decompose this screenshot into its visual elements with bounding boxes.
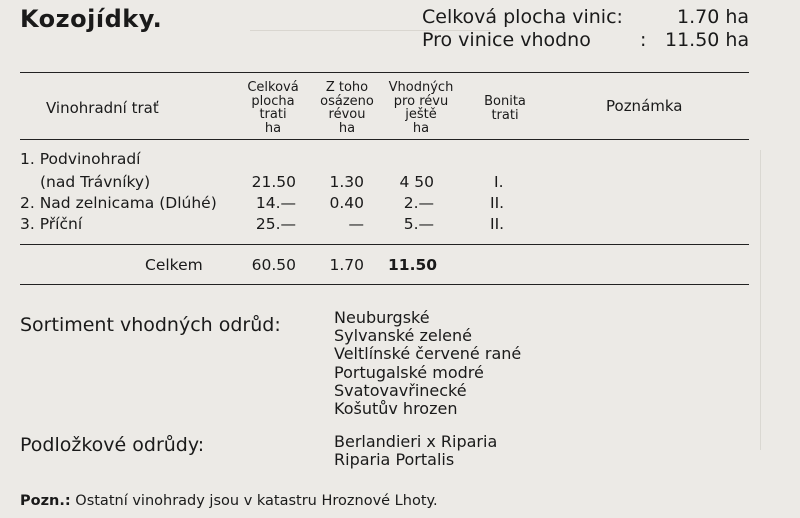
row1-osazeno: 1.30	[329, 173, 364, 191]
podlozkove-label: Podložkové odrůdy:	[20, 434, 205, 456]
row3-name: 3. Příční	[20, 215, 83, 233]
row1-name: 1. Podvinohradí	[20, 150, 141, 168]
suitable-area-colon: :	[640, 29, 647, 51]
list-item: Svatovavřinecké	[334, 380, 467, 400]
row2-bonita: II.	[490, 194, 505, 212]
footnote-text: Ostatní vinohrady jsou v katastru Hroznové Lhoty.	[75, 493, 438, 509]
header-bottom-rule	[20, 139, 749, 140]
header-bonita: Bonita trati	[484, 94, 526, 123]
header-celkova: Celková plocha trati ha	[247, 80, 299, 136]
list-item: Portugalské modré	[334, 362, 484, 382]
total-area-value: 1.70 ha	[677, 6, 750, 28]
row3-bonita: II.	[490, 215, 505, 233]
sortiment-label: Sortiment vhodných odrůd:	[20, 314, 281, 336]
podlozkove-list	[334, 433, 497, 469]
total-osazeno: 1.70	[329, 256, 364, 274]
list-item: Riparia Portalis	[334, 450, 455, 470]
list-item: Neuburgské	[334, 308, 430, 327]
suitable-area-label: Pro vinice vhodno	[422, 29, 591, 51]
header-osazeno: Z toho osázeno révou ha	[320, 80, 374, 136]
row3-celkova: 25.—	[255, 215, 296, 233]
footnote	[20, 493, 438, 509]
list-item: Sylvanské zelené	[334, 326, 472, 346]
row1-celkova: 21.50	[251, 173, 296, 191]
total-celkova: 60.50	[251, 256, 296, 274]
row3-osazeno: —	[348, 215, 364, 233]
header-trat: Vinohradní trať	[46, 99, 159, 117]
total-vhodnych: 11.50	[388, 256, 438, 274]
row2-osazeno: 0.40	[329, 194, 364, 212]
row2-vhodnych: 2.—	[403, 194, 434, 212]
sortiment-list	[334, 309, 521, 418]
row1-bonita: I.	[494, 173, 504, 191]
list-item: Berlandieri x Riparia	[334, 432, 498, 451]
table-top-rule	[20, 72, 749, 73]
total-area-label: Celková plocha vinic:	[422, 6, 623, 28]
table-bottom-rule	[20, 284, 749, 285]
row2-name: 2. Nad zelnicama (Dlúhé)	[20, 194, 217, 212]
total-label: Celkem	[145, 256, 203, 274]
suitable-area-value: 11.50 ha	[665, 29, 750, 51]
list-item: Košutův hrozen	[334, 399, 458, 419]
row2-celkova: 14.—	[255, 194, 296, 212]
rows-bottom-rule	[20, 244, 749, 245]
list-item: Veltlínské červené rané	[334, 344, 522, 364]
bleed-through-texture	[760, 150, 791, 450]
header-poznamka: Poznámka	[606, 97, 683, 115]
row1-name-cont: (nad Trávníky)	[40, 173, 151, 191]
header-vhodnych: Vhodných pro révu ještě ha	[388, 80, 454, 136]
row1-vhodnych: 4 50	[399, 173, 434, 191]
page-title: Kozojídky.	[20, 5, 163, 33]
row3-vhodnych: 5.—	[403, 215, 434, 233]
footnote-label: Pozn.:	[20, 493, 71, 509]
